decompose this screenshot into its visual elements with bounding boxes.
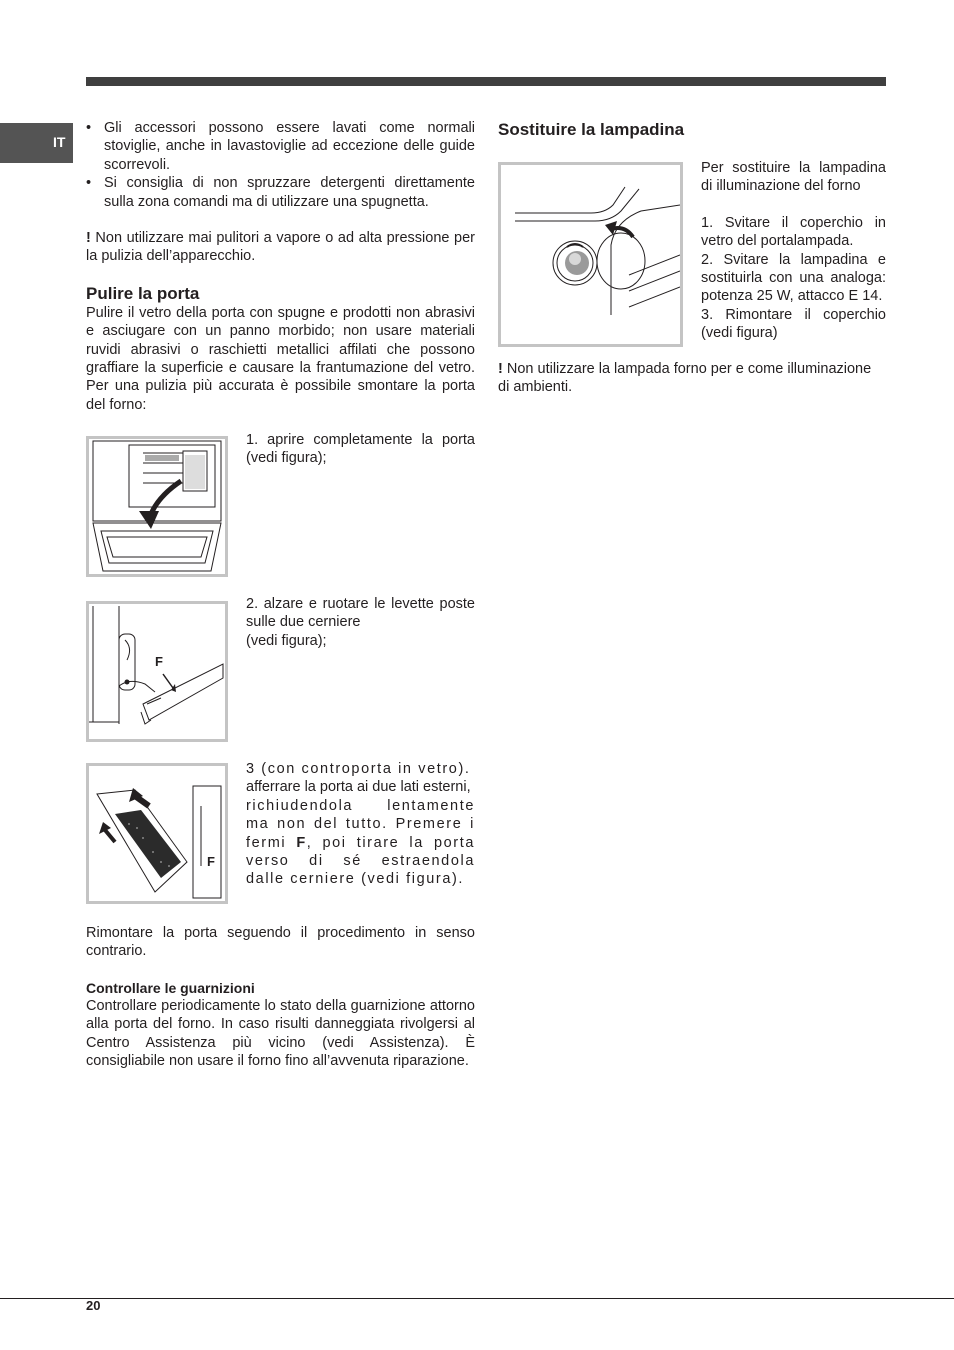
lamp-step-1: 1. Svitare il coperchio in vetro del portalampada. (701, 214, 886, 250)
step-2-text: 2. alzare e ruotare le levette poste sulle due cerniere (vedi figura); (246, 596, 475, 649)
section-title-gasket: Controllare le guarnizioni (86, 979, 255, 996)
lamp-intro: Per sostituire la lampadina di illuminazione del forno (701, 160, 886, 195)
step-3-text: 3 (con controporta in vetro). afferrare la porta ai due lati esterni, richiudendola lentamente ma non del tutto. Premere i fermi F, poi tirare la porta verso di sé estraendola dalle cerniere (vedi figura). (246, 761, 475, 888)
footer-rule (0, 1298, 954, 1299)
figure-lamp (498, 162, 683, 347)
list-item: • Gli accessori possono essere lavati come normali stoviglie, anche in lavastoviglie ad eccezione delle guide scorrevoli. (86, 120, 475, 173)
section-title-door: Pulire la porta (86, 283, 200, 303)
figure-door-removal (86, 763, 228, 904)
lamp-step-3: 3. Rimontare il coperchio (vedi figura) (701, 306, 886, 342)
left-column-top (86, 119, 475, 414)
gasket-text: Controllare periodicamente lo stato della guarnizione attorno alla porta del forno. In caso risulti danneggiata rivolgersi al Centro Assistenza più vicino (vedi Assistenza). È consigliabile non usare il forno fino all’avvenuta riparazione. (86, 997, 475, 1070)
bullet-text: Si consiglia di non spruzzare detergenti direttamente sulla zona comandi ma di utilizzare una spugnetta. (104, 175, 475, 210)
page-number: 20 (86, 1298, 101, 1313)
step-1-text: 1. aprire completamente la porta (vedi figura); (246, 432, 475, 467)
figure-open-door (86, 436, 228, 577)
list-item: • Si consiglia di non spruzzare detergenti direttamente sulla zona comandi ma di utilizzare una spugnetta. (86, 175, 475, 210)
figure-hinge-levers (86, 601, 228, 742)
hinge-label-f: F (155, 654, 163, 669)
stop-f-ref: F (296, 834, 307, 851)
reassemble-text: Rimontare la porta seguendo il procedimento in senso contrario. (86, 925, 475, 960)
lamp-step-2: 2. Svitare la lampadina e sostituirla con una analoga: potenza 25 W, attacco E 14. (701, 251, 886, 305)
warning-note: ! Non utilizzare mai pulitori a vapore o ad alta pressione per la pulizia dell’apparecchio. (86, 230, 475, 265)
lamp-warning: ! Non utilizzare la lampada forno per e come illuminazione di ambienti. (498, 361, 872, 396)
header-bar (86, 77, 886, 86)
section-title-lamp: Sostituire la lampadina (498, 120, 685, 139)
bullet-text: Gli accessori possono essere lavati come normali stoviglie, anche in lavastoviglie ad eccezione delle guide scorrevoli. (104, 120, 475, 173)
language-tab: IT (0, 123, 73, 163)
stop-label-f: F (207, 854, 215, 869)
door-intro: Pulire il vetro della porta con spugne e prodotti non abrasivi e asciugare con un panno morbido; non usare materiali ruvidi abrasivi o raschietti metallici affilati che possono graffiare la superficie e causare la frantumazione del vetro. Per una pulizia più accurata è possibile smontare la porta del forno: (86, 304, 475, 413)
lamp-steps (701, 159, 886, 343)
left-column-bottom (86, 924, 475, 1070)
